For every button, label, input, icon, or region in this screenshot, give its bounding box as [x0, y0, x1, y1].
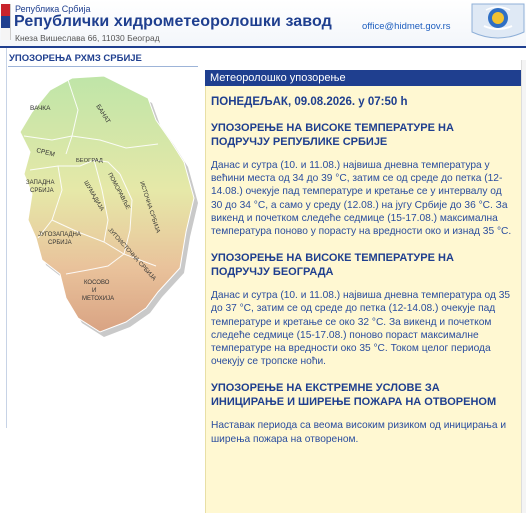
warnings-section-title[interactable]: УПОЗОРЕЊА РХМЗ СРБИЈЕ [9, 53, 142, 64]
map-label-kosovo: КОСОВО [84, 280, 110, 286]
map-label-srem: СРЕМ [35, 147, 56, 159]
map-label-zapadna-2: СРБИЈА [30, 188, 54, 194]
warning-title-3: УПОЗОРЕЊЕ НА ЕКСТРЕМНЕ УСЛОВЕ ЗА ИНИЦИРАЊЕ И ШИРЕЊЕ ПОЖАРА НА ОТВОРЕНОМ [211, 382, 497, 408]
address-text: Кнеза Вишеслава 66, 11030 Београд [15, 33, 160, 43]
map-label-banat: БАНАТ [94, 103, 112, 125]
map-label-jugozapadna-2: СРБИЈА [48, 240, 72, 246]
warning-text-3: Наставак периода са веома високим ризиком од иницирања и ширења пожара на отвореном. [211, 420, 507, 445]
warning-panel [205, 86, 521, 513]
rhmz-logo-icon[interactable] [468, 2, 526, 46]
map-label-istocna: ИСТОЧНА СРБИЈА [138, 180, 161, 234]
warning-title-1: УПОЗОРЕЊЕ НА ВИСОКЕ ТЕМПЕРАТУРЕ НА ПОДРУЧЈУ РЕПУБЛИКЕ СРБИЈЕ [211, 122, 454, 148]
map-label-zapadna: ЗАПАДНА [26, 180, 55, 186]
flag-emblem-icon [1, 4, 11, 40]
header-divider [0, 46, 526, 48]
map-label-kosovo-2: И [92, 288, 97, 294]
warning-title-2: УПОЗОРЕЊЕ НА ВИСОКЕ ТЕМПЕРАТУРЕ НА ПОДРУЧЈУ БЕОГРАДА [211, 252, 454, 278]
map-label-jugoistocna: ЈУГОИСТОЧНА СРБИЈА [106, 227, 157, 283]
right-scroll-edge[interactable] [521, 60, 526, 513]
panel-header: Метеоролошко упозорење [205, 70, 521, 86]
email-link[interactable]: office@hidmet.gov.rs [362, 21, 451, 32]
map-label-pomoravlje: ПОМОРАВЉЕ [106, 172, 131, 211]
site-header [0, 0, 526, 46]
map-label-beograd: БЕОГРАД [76, 158, 103, 164]
map-label-sumadija: ШУМАДИЈА [82, 180, 105, 213]
section-rule [8, 66, 198, 67]
left-scroll-strip[interactable] [0, 48, 7, 428]
map-label-backa: ВАЧКА [30, 105, 51, 112]
institute-name[interactable]: Републички хидрометеоролошки завод [14, 13, 332, 30]
warning-text-2: Данас и сутра (10. и 11.08.) највиша дневна температура од 35 до 37 °С, затим се од среде до петка (12-14.08.) очекује пад температуре и кретање се око 32 °С. За викенд и почетком следеће седмице (15-17.08.) поново пораст максималне температуре на вредности око 35 °С. Током целог периода очекују се тропске ноћи. [211, 290, 511, 368]
serbia-warning-map[interactable] [8, 70, 200, 350]
republic-label: Република Србија [15, 4, 91, 14]
map-label-kosovo-3: МЕТОХИЈА [82, 296, 115, 302]
warning-text-1: Данас и сутра (10. и 11.08.) највиша дневна температура у већини места од 34 до 39 °С, затим се од среде до петка (12-14.08.) очекује пад температуре и кретање се у интервалу од 30 до 34 °С, а само у среду (12.08.) на југу Србије до 36 °С. За викенд и почетком следеће седмице (15-17.08.) максимална температура поново у порасту на вредности око и изнад 35 °С. [211, 160, 512, 238]
map-label-jugozapadna: ЈУГОЗАПАДНА [38, 232, 81, 238]
warning-date: ПОНЕДЕЉАК, 09.08.2026. у 07:50 h [211, 96, 408, 108]
